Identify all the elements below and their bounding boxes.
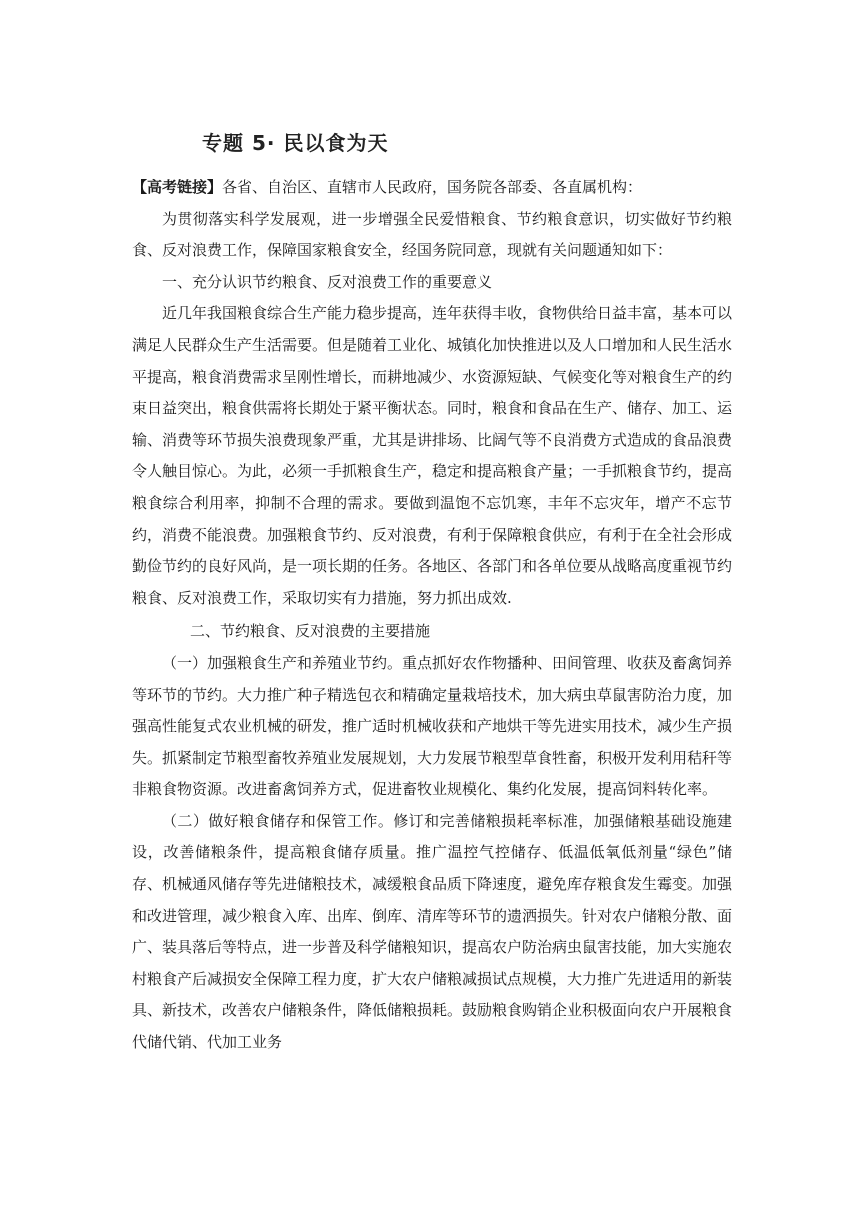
section2-item1: （一）加强粮食生产和养殖业节约。重点抓好农作物播种、田间管理、收获及畜禽饲养等环节的节约。大力推广种子精选包衣和精确定量栽培技术，加大病虫草鼠害防治力度，加强高性能复式农业机械的研发，推广适时机械收获和产地烘干等先进实用技术，减少生产损失。抓紧制定节粮型畜牧养殖业发展规划，大力发展节粮型草食牲畜，积极开发利用秸秆等非粮食物资源。改进畜禽饲养方式，促进畜牧业规模化、集约化发展，提高饲料转化率。 bbox=[132, 653, 733, 799]
link-tag: 【高考链接】 bbox=[132, 178, 223, 196]
section1-heading: 一、充分认识节约粮食、反对浪费工作的重要意义 bbox=[162, 272, 493, 291]
section1-body: 近几年我国粮食综合生产能力稳步提高，连年获得丰收，食物供给日益丰富，基本可以满足人民群众生产生活需要。但是随着工业化、城镇化加快推进以及人口增加和人民生活水平提高，粮食消费需求呈刚性增长，而耕地减少、水资源短缺、气候变化等对粮食生产的约束日益突出，粮食供需将长期处于紧平衡状态。同时，粮食和食品在生产、储存、加工、运输、消费等环节损失浪费现象严重，尤其是讲排场、比阔气等不良消费方式造成的食品浪费令人触目惊心。为此，必须一手抓粮食生产，稳定和提高粮食产量；一手抓粮食节约，提高粮食综合利用率，抑制不合理的需求。要做到温饱不忘饥寒，丰年不忘灾年，增产不忘节约，消费不能浪费。加强粮食节约、反对浪费，有利于保障粮食供应，有利于在全社会形成勤俭节约的良好风尚，是一项长期的任务。各地区、各部门和各单位要从战略高度重视节约粮食、反对浪费工作，采取切实有力措施，努力抓出成效. bbox=[132, 304, 733, 607]
document-body bbox=[132, 172, 732, 1059]
intro-paragraph: 为贯彻落实科学发展观，进一步增强全民爱惜粮食、节约粮食意识，切实做好节约粮食、反对浪费工作，保障国家粮食安全，经国务院同意，现就有关问题通知如下： bbox=[132, 209, 732, 260]
section2-heading: 二、节约粮食、反对浪费的主要措施 bbox=[190, 622, 431, 641]
link-paragraph bbox=[132, 172, 732, 204]
document-title: 专题 5· 民以食为天 bbox=[202, 131, 389, 155]
section2-item2: （二）做好粮食储存和保管工作。修订和完善储粮损耗率标准，加强储粮基础设施建设，改善储粮条件，提高粮食储存质量。推广温控气控储存、低温低氧低剂量“绿色”储存、机械通风储存等先进储粮技术，减缓粮食品质下降速度，避免库存粮食发生霉变。加强和改进管理，减少粮食入库、出库、倒库、清库等环节的遗洒损失。针对农户储粮分散、面广、装具落后等特点，进一步普及科学储粮知识，提高农户防治病虫鼠害技能，加大实施农村粮食产后减损安全保障工程力度，扩大农户储粮减损试点规模，大力推广先进适用的新装具、新技术，改善农户储粮条件，降低储粮损耗。鼓励粮食购销企业积极面向农户开展粮食代储代销、代加工业务 bbox=[132, 811, 733, 1052]
link-text: 各省、自治区、直辖市人民政府，国务院各部委、各直属机构： bbox=[222, 178, 643, 196]
